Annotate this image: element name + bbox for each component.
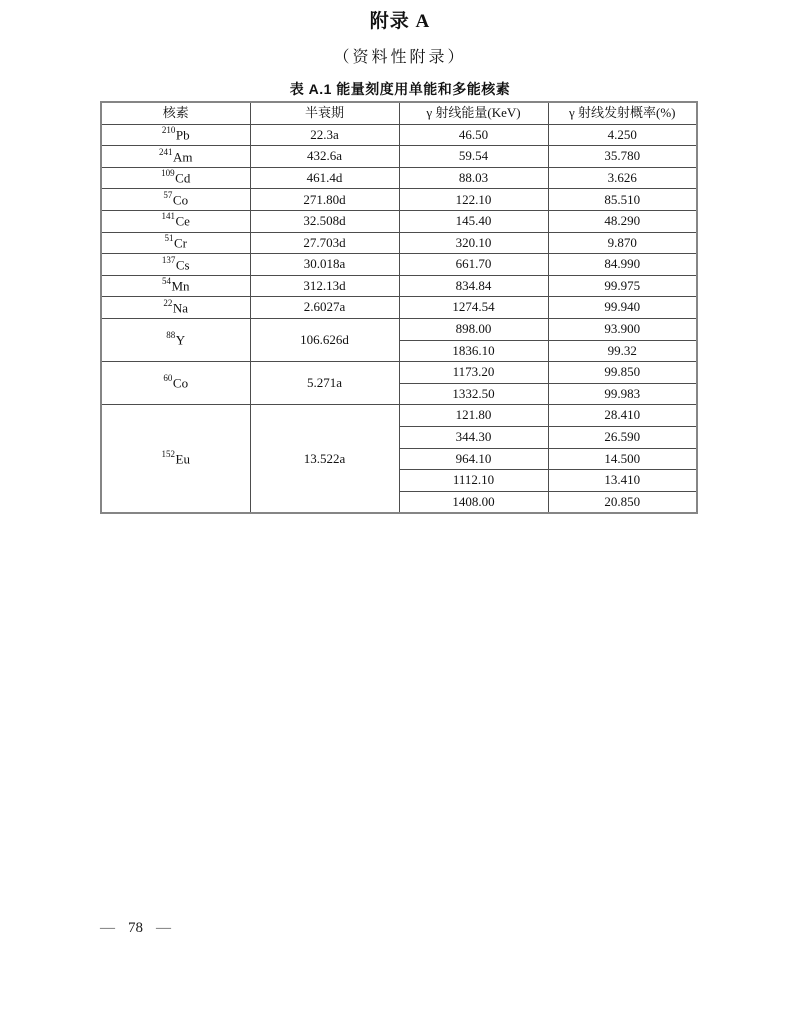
energy-cell: 320.10: [399, 232, 548, 254]
nuclide-cell: [101, 318, 250, 361]
nuclide-symbol: Cs: [175, 256, 190, 272]
probability-cell: 48.290: [548, 210, 697, 232]
nuclide-cell: [101, 210, 250, 232]
page-footer: [100, 920, 171, 937]
half-life-cell: 30.018a: [250, 254, 399, 276]
half-life-cell: 106.626d: [250, 318, 399, 361]
energy-cell: 898.00: [399, 318, 548, 340]
table-row: [101, 210, 697, 232]
table-row: [101, 275, 697, 297]
probability-cell: 28.410: [548, 405, 697, 427]
table-row: [101, 405, 697, 427]
nuclide-cell: [101, 254, 250, 276]
nuclide-mass-number: 60: [163, 373, 173, 384]
energy-cell: 88.03: [399, 167, 548, 189]
probability-cell: 99.850: [548, 362, 697, 384]
table-row: [101, 146, 697, 168]
column-header-1: 半衰期: [250, 102, 399, 124]
nuclide-symbol: Co: [172, 192, 189, 208]
half-life-cell: 271.80d: [250, 189, 399, 211]
half-life-cell: 432.6a: [250, 146, 399, 168]
table-body: [101, 124, 697, 513]
nuclide-cell: [101, 297, 250, 319]
nuclide-symbol: Co: [172, 375, 189, 391]
table-header: [101, 102, 697, 124]
table-row: [101, 232, 697, 254]
nuclide-cell: [101, 124, 250, 146]
table-row: [101, 362, 697, 384]
table-row: [101, 318, 697, 340]
energy-cell: 661.70: [399, 254, 548, 276]
nuclide-mass-number: 57: [163, 189, 173, 200]
nuclide-cell: [101, 189, 250, 211]
half-life-cell: 32.508d: [250, 210, 399, 232]
nuclide-symbol: Pb: [175, 127, 190, 143]
table-header-row: [101, 102, 697, 124]
table-row: [101, 124, 697, 146]
energy-cell: 1274.54: [399, 297, 548, 319]
nuclide-cell: [101, 146, 250, 168]
probability-cell: 13.410: [548, 470, 697, 492]
probability-cell: 99.940: [548, 297, 697, 319]
probability-cell: 3.626: [548, 167, 697, 189]
energy-cell: 46.50: [399, 124, 548, 146]
nuclide-mass-number: 51: [164, 233, 174, 244]
column-header-0: 核素: [101, 102, 250, 124]
footer-left-dash: —: [100, 920, 115, 936]
energy-cell: 145.40: [399, 210, 548, 232]
energy-cell: 1112.10: [399, 470, 548, 492]
probability-cell: 14.500: [548, 448, 697, 470]
probability-cell: 99.32: [548, 340, 697, 362]
column-header-2: γ 射线能量(KeV): [399, 102, 548, 124]
nuclide-mass-number: 22: [163, 297, 173, 308]
footer-right-dash: —: [156, 920, 171, 936]
table-row: [101, 167, 697, 189]
nuclide-symbol: Cd: [175, 170, 191, 186]
probability-cell: 85.510: [548, 189, 697, 211]
probability-cell: 99.983: [548, 383, 697, 405]
nuclide-cell: [101, 362, 250, 405]
energy-cell: 344.30: [399, 426, 548, 448]
footer-page-number: 78: [128, 920, 143, 936]
probability-cell: 93.900: [548, 318, 697, 340]
probability-cell: 99.975: [548, 275, 697, 297]
probability-cell: 20.850: [548, 491, 697, 513]
nuclide-mass-number: 109: [161, 168, 175, 179]
table-caption: 表 A.1 能量刻度用单能和多能核素: [289, 81, 511, 97]
probability-cell: 4.250: [548, 124, 697, 146]
half-life-cell: 13.522a: [250, 405, 399, 513]
nuclide-symbol: Y: [175, 332, 186, 348]
half-life-cell: 2.6027a: [250, 297, 399, 319]
table-row: [101, 254, 697, 276]
energy-cell: 1836.10: [399, 340, 548, 362]
energy-cell: 122.10: [399, 189, 548, 211]
appendix-subtitle: （资料性附录）: [333, 49, 467, 66]
nuclide-mass-number: 210: [161, 125, 176, 136]
nuclide-symbol: Ce: [175, 213, 190, 229]
half-life-cell: 5.271a: [250, 362, 399, 405]
energy-cell: 59.54: [399, 146, 548, 168]
nuclide-mass-number: 137: [161, 254, 176, 265]
half-life-cell: 22.3a: [250, 124, 399, 146]
nuclide-mass-number: 152: [161, 448, 176, 459]
table-row: [101, 189, 697, 211]
nuclide-symbol: Eu: [175, 451, 190, 467]
nuclide-cell: [101, 275, 250, 297]
probability-cell: 35.780: [548, 146, 697, 168]
probability-cell: 26.590: [548, 426, 697, 448]
nuclide-table: [100, 101, 698, 514]
nuclide-mass-number: 241: [159, 146, 173, 157]
energy-cell: 1408.00: [399, 491, 548, 513]
energy-cell: 834.84: [399, 275, 548, 297]
nuclide-symbol: Mn: [171, 278, 190, 294]
energy-cell: 1173.20: [399, 362, 548, 384]
half-life-cell: 312.13d: [250, 275, 399, 297]
nuclide-mass-number: 141: [161, 211, 176, 222]
probability-cell: 9.870: [548, 232, 697, 254]
energy-cell: 121.80: [399, 405, 548, 427]
nuclide-symbol: Na: [172, 300, 189, 316]
appendix-title: 附录 A: [369, 11, 431, 32]
probability-cell: 84.990: [548, 254, 697, 276]
energy-cell: 1332.50: [399, 383, 548, 405]
nuclide-mass-number: 88: [166, 330, 176, 341]
nuclide-cell: [101, 167, 250, 189]
nuclide-symbol: Am: [173, 149, 193, 164]
nuclide-cell: [101, 232, 250, 254]
half-life-cell: 461.4d: [250, 167, 399, 189]
energy-cell: 964.10: [399, 448, 548, 470]
table-row: [101, 297, 697, 319]
nuclide-cell: [101, 405, 250, 513]
nuclide-symbol: Cr: [174, 235, 187, 251]
half-life-cell: 27.703d: [250, 232, 399, 254]
column-header-3: γ 射线发射概率(%): [548, 102, 697, 124]
nuclide-mass-number: 54: [161, 276, 171, 287]
